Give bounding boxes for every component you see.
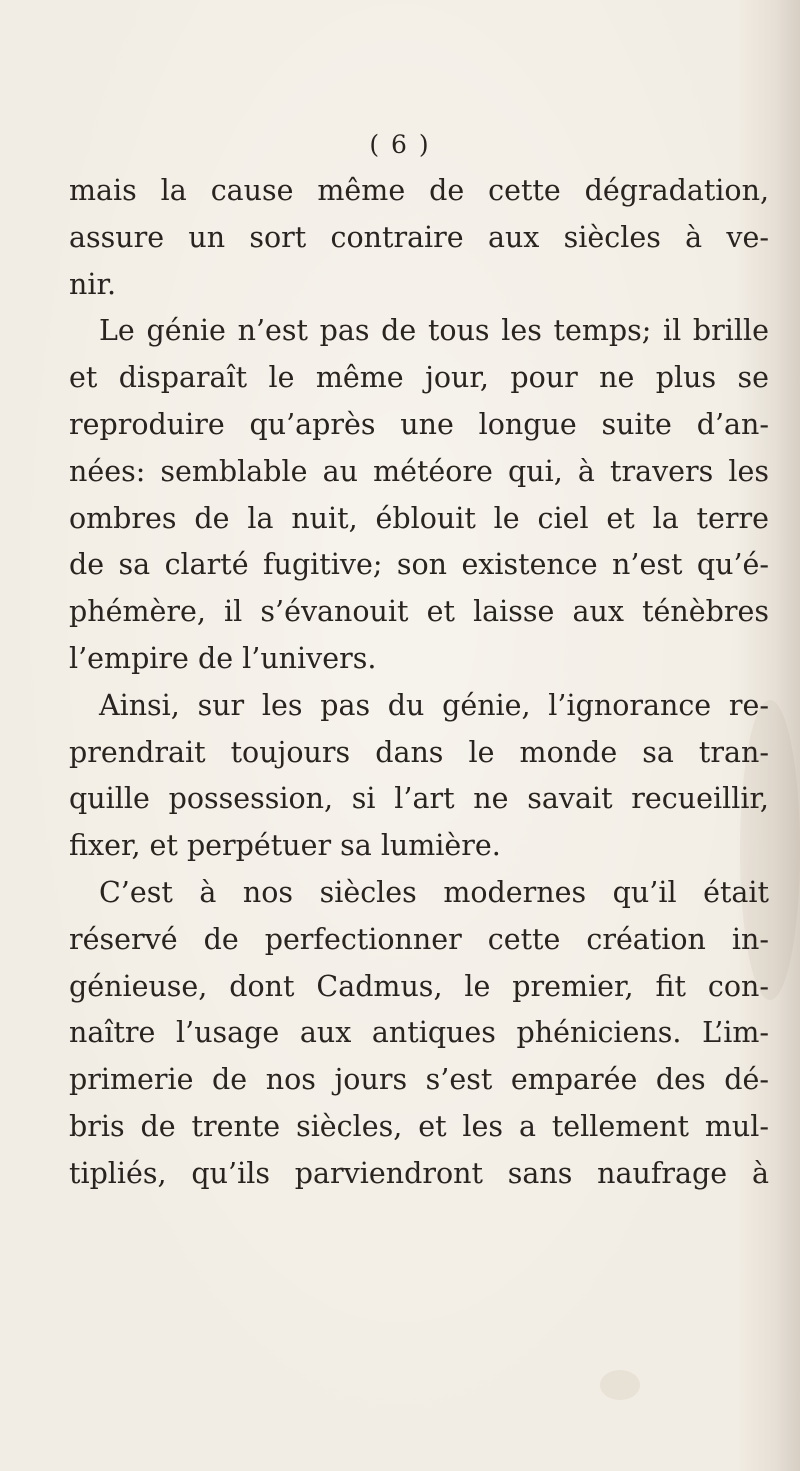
text-line: nées: semblable au météore qui, à travers les (69, 454, 769, 488)
text-line: et disparaît le même jour, pour ne plus se (69, 361, 769, 395)
text-line: tipliés, qu’ils parviendront sans naufrage à (69, 1156, 769, 1190)
text-line: nir. (69, 267, 117, 301)
text-line: bris de trente siècles, et les a tellement mul- (69, 1109, 769, 1143)
text-line: prendrait toujours dans le monde sa tran- (69, 735, 769, 769)
text-line: l’empire de l’univers. (69, 641, 377, 675)
text-line: ombres de la nuit, éblouit le ciel et la terre (69, 501, 769, 535)
text-line: naître l’usage aux antiques phéniciens. L’im- (69, 1016, 769, 1050)
body-text (69, 168, 769, 1198)
text-line: assure un sort contraire aux siècles à ve- (69, 220, 769, 254)
text-line: de sa clarté fugitive; son existence n’est qu’é- (69, 548, 769, 582)
text-line: mais la cause même de cette dégradation, (69, 174, 769, 207)
text-line: réservé de perfectionner cette création in- (69, 922, 769, 956)
page-number: ( 6 ) (369, 130, 431, 159)
paragraph-start-line: Ainsi, sur les pas du génie, l’ignorance re- (99, 688, 769, 722)
paragraph-start-line: Le génie n’est pas de tous les temps; il brille (99, 314, 769, 348)
text-line: phémère, il s’évanouit et laisse aux ténèbres (69, 595, 769, 629)
paragraph-start-line: C’est à nos siècles modernes qu’il était (99, 875, 769, 909)
text-line: quille possession, si l’art ne savait recueillir, (69, 782, 769, 816)
text-line: génieuse, dont Cadmus, le premier, fit con- (69, 969, 769, 1003)
text-line: primerie de nos jours s’est emparée des dé- (69, 1063, 769, 1097)
text-line: reproduire qu’après une longue suite d’an- (69, 407, 769, 441)
paper-stain (600, 1370, 640, 1400)
text-line: fixer, et perpétuer sa lumière. (69, 829, 501, 863)
